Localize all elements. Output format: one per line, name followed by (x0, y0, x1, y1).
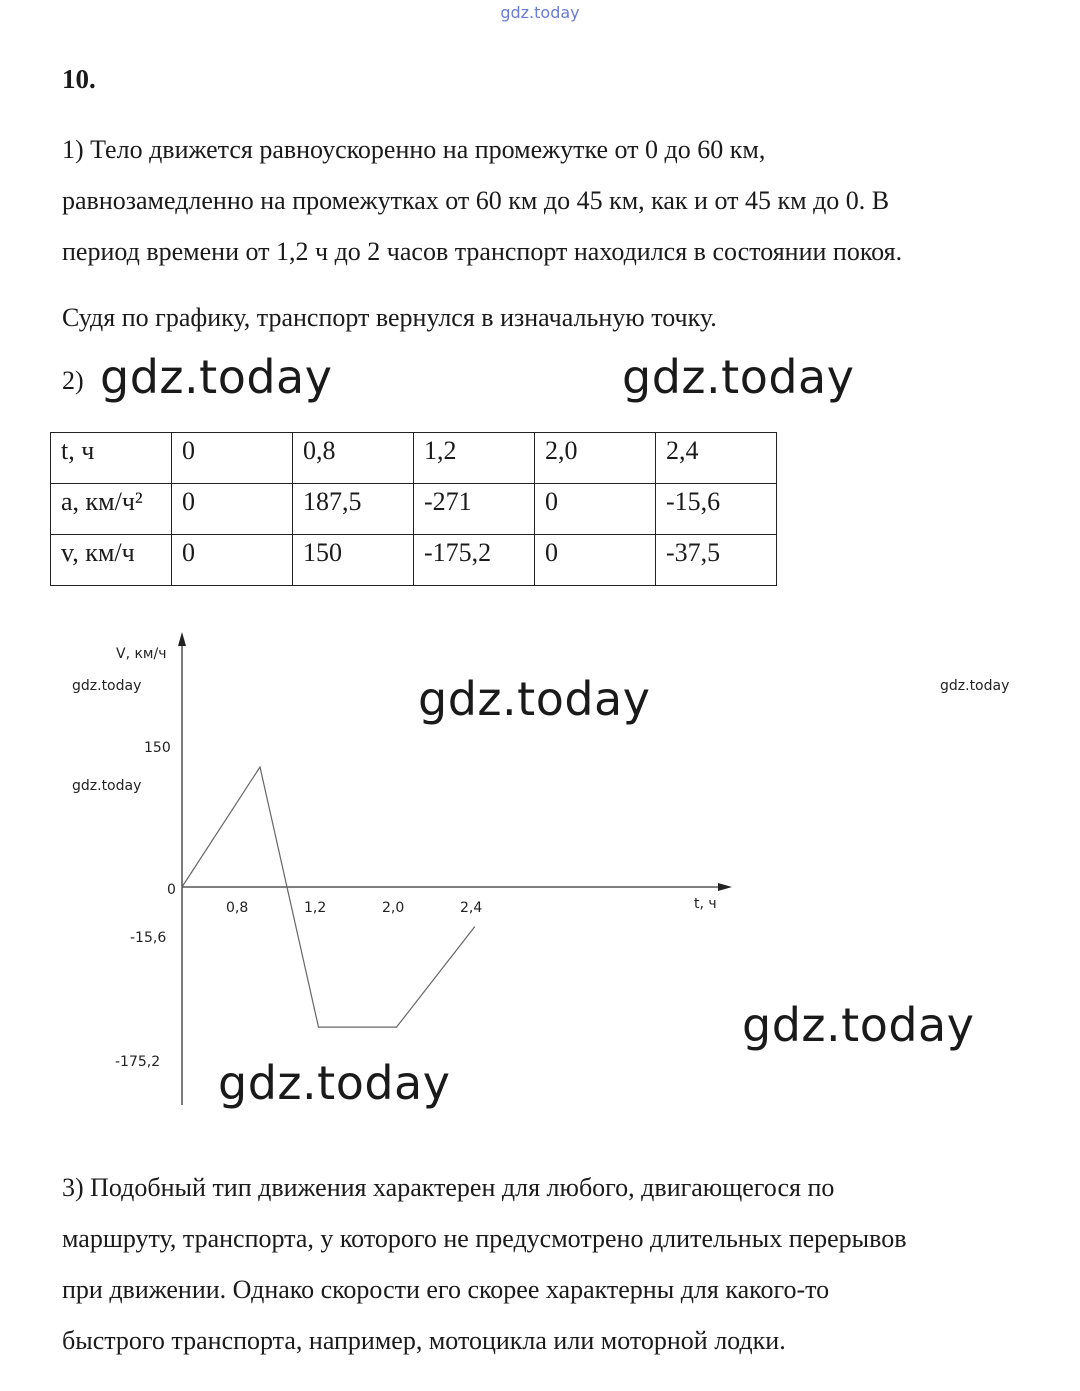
y-tick-label: -15,6 (130, 930, 167, 946)
y-axis-arrow-icon (178, 632, 186, 646)
part3-line1: 3) Подобный тип движения характерен для любого, двигающегося по (62, 1173, 835, 1202)
data-point (474, 926, 475, 927)
table-cell: 2,0 (535, 433, 656, 484)
table-cell: 0 (535, 484, 656, 535)
x-axis-label: t, ч (694, 896, 717, 912)
velocity-series-line (182, 767, 475, 1027)
part3-text (62, 1162, 1042, 1366)
part1-line1: 1) Тело движется равноускоренно на промежутке от 0 до 60 км, (62, 135, 766, 164)
table-cell: 0 (535, 535, 656, 586)
y-axis-label: V, км/ч (116, 646, 167, 662)
table-row (51, 433, 777, 484)
velocity-points (181, 766, 475, 1027)
x-tick-label: 2,4 (460, 900, 483, 916)
table-cell: 1,2 (414, 433, 535, 484)
row-label: t, ч (51, 433, 172, 484)
table-cell: -15,6 (656, 484, 777, 535)
table-cell: -271 (414, 484, 535, 535)
watermark-top: gdz.today (500, 3, 580, 22)
watermark: gdz.today (622, 350, 855, 404)
table-cell: 0 (172, 433, 293, 484)
data-point (181, 886, 182, 887)
data-table (50, 432, 777, 586)
watermark: gdz.today (72, 778, 142, 794)
part3-line4: быстрого транспорта, например, мотоцикла или моторной лодки. (62, 1326, 786, 1355)
watermark: gdz.today (100, 350, 333, 404)
y-tick-label: -175,2 (115, 1054, 161, 1070)
data-point (318, 1027, 319, 1028)
row-label: a, км/ч² (51, 484, 172, 535)
part1-line2: равнозамедленно на промежутках от 60 км до 45 км, как и от 45 км до 0. В (62, 186, 890, 215)
y-tick-label: 0 (167, 882, 176, 898)
part1-line3: период времени от 1,2 ч до 2 часов транспорт находился в состоянии покоя. (62, 237, 903, 266)
part3-line2: маршруту, транспорта, у которого не предусмотрено длительных перерывов (62, 1224, 907, 1253)
part1-conclusion: Судя по графику, транспорт вернулся в изначальную точку. (62, 303, 717, 332)
table-cell: -37,5 (656, 535, 777, 586)
table-row (51, 535, 777, 586)
table-cell: 2,4 (656, 433, 777, 484)
table-row (51, 484, 777, 535)
table-cell: 0,8 (293, 433, 414, 484)
x-tick-label: 0,8 (226, 900, 249, 916)
watermark: gdz.today (72, 678, 142, 694)
table-cell: 0 (172, 535, 293, 586)
table-cell: -175,2 (414, 535, 535, 586)
watermark: gdz.today (218, 1056, 451, 1110)
x-tick-label: 2,0 (382, 900, 405, 916)
task-number: 10. (62, 64, 96, 94)
row-label: v, км/ч (51, 535, 172, 586)
table-cell: 0 (172, 484, 293, 535)
data-point (259, 766, 260, 767)
table-cell: 187,5 (293, 484, 414, 535)
x-axis-arrow-icon (718, 883, 732, 891)
y-tick-label: 150 (144, 740, 171, 756)
part3-line3: при движении. Однако скорости его скорее характерны для какого-то (62, 1275, 830, 1304)
watermark: gdz.today (742, 998, 975, 1052)
table-cell: 150 (293, 535, 414, 586)
part2-label: 2) (62, 366, 84, 395)
x-tick-label: 1,2 (304, 900, 327, 916)
data-point (396, 1027, 397, 1028)
watermark: gdz.today (418, 672, 651, 726)
part1-text (62, 124, 1042, 277)
watermark: gdz.today (940, 678, 1010, 694)
